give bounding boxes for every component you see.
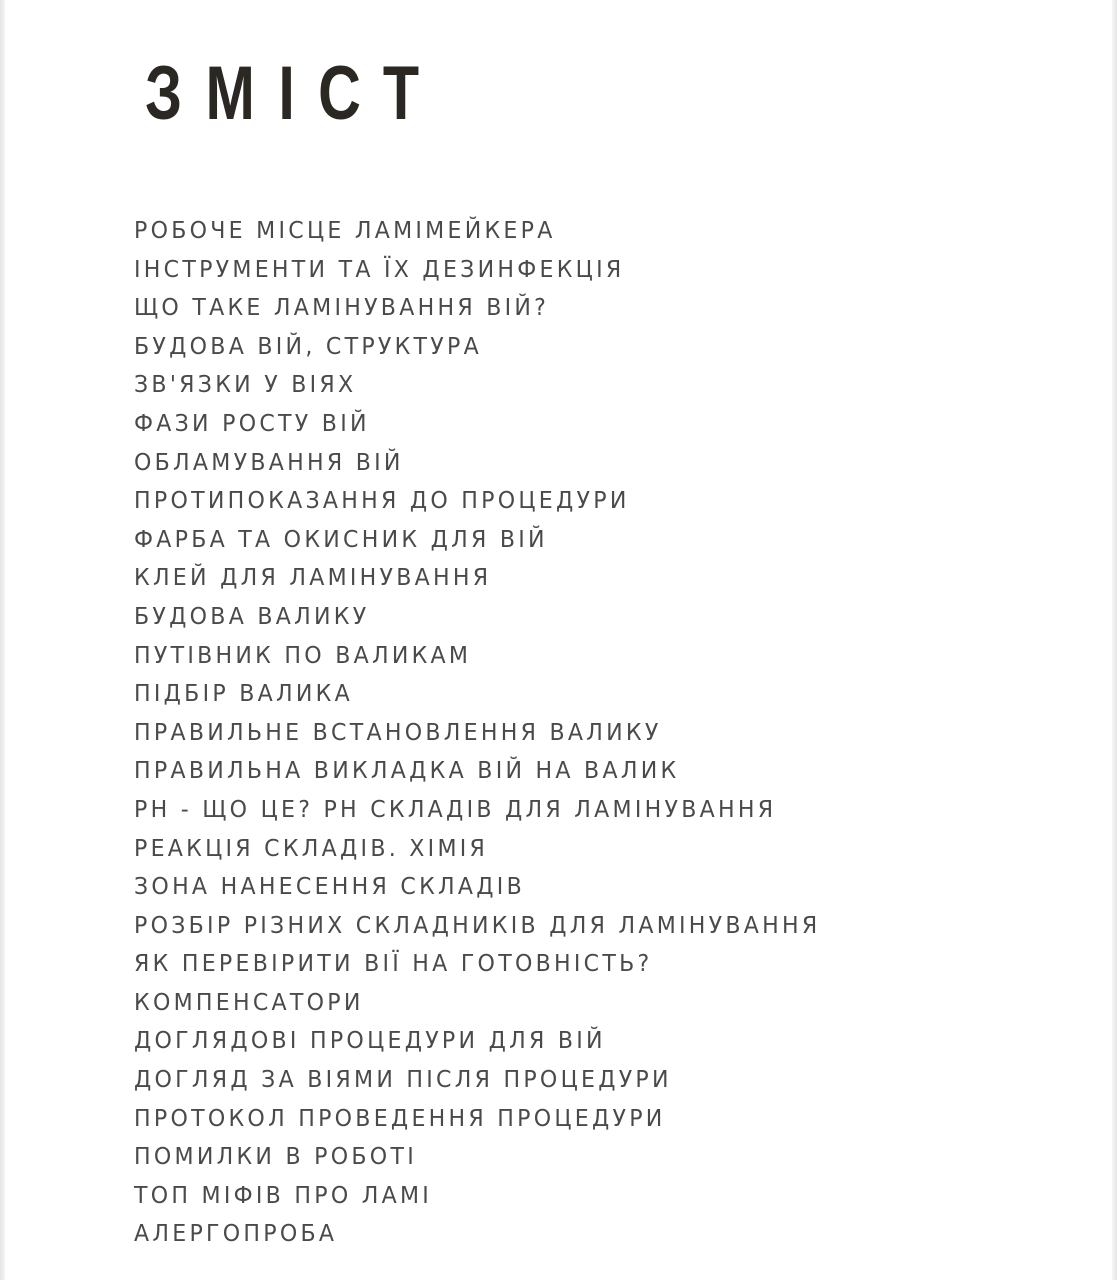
toc-item: ТОП МІФІВ ПРО ЛАМІ [134,1182,433,1209]
toc-item: КЛЕЙ ДЛЯ ЛАМІНУВАННЯ [134,565,492,592]
toc-item: ПОМИЛКИ В РОБОТІ [134,1144,417,1171]
toc-item: ПРОТИПОКАЗАННЯ ДО ПРОЦЕДУРИ [134,488,630,515]
toc-item: ЩО ТАКЕ ЛАМІНУВАННЯ ВІЙ? [134,295,550,322]
toc-item: РЕАКЦІЯ СКЛАДІВ. ХІМІЯ [134,835,489,862]
toc-item: БУДОВА ВАЛИКУ [134,603,370,630]
toc-item: РОЗБІР РІЗНИХ СКЛАДНИКІВ ДЛЯ ЛАМІНУВАННЯ [134,912,821,939]
document-page [5,0,1112,1280]
page-edge-right [1112,0,1117,1280]
toc-item: ПІДБІР ВАЛИКА [134,681,353,708]
toc-item: ПРОТОКОЛ ПРОВЕДЕННЯ ПРОЦЕДУРИ [134,1105,666,1132]
toc-item: ДОГЛЯД ЗА ВІЯМИ ПІСЛЯ ПРОЦЕДУРИ [134,1067,672,1094]
toc-item: PH - ЩО ЦЕ? PH СКЛАДІВ ДЛЯ ЛАМІНУВАННЯ [134,796,777,823]
toc-item: ІНСТРУМЕНТИ ТА ЇХ ДЕЗИНФЕКЦІЯ [134,256,625,283]
toc-item: РОБОЧЕ МІСЦЕ ЛАМІМЕЙКЕРА [134,218,556,244]
toc-item: БУДОВА ВІЙ, СТРУКТУРА [134,333,482,360]
page-title: ЗМІСТ [145,51,443,136]
toc-item: АЛЕРГОПРОБА [134,1221,338,1248]
toc-item: ФАЗИ РОСТУ ВІЙ [134,410,370,437]
toc-item: ОБЛАМУВАННЯ ВІЙ [134,449,404,476]
toc-item: ПУТІВНИК ПО ВАЛИКАМ [134,642,472,669]
toc-item: ЗОНА НАНЕСЕННЯ СКЛАДІВ [134,874,525,901]
toc-item: ФАРБА ТА ОКИСНИК ДЛЯ ВІЙ [134,526,548,553]
table-of-contents [134,212,849,1254]
toc-item: ЗВ'ЯЗКИ У ВІЯХ [134,372,357,399]
toc-item: ЯК ПЕРЕВІРИТИ ВІЇ НА ГОТОВНІСТЬ? [134,951,653,978]
toc-item: ДОГЛЯДОВІ ПРОЦЕДУРИ ДЛЯ ВІЙ [134,1028,606,1055]
toc-item: КОМПЕНСАТОРИ [134,989,364,1016]
toc-item: ПРАВИЛЬНА ВИКЛАДКА ВІЙ НА ВАЛИК [134,758,680,785]
toc-item: ПРАВИЛЬНЕ ВСТАНОВЛЕННЯ ВАЛИКУ [134,719,662,746]
